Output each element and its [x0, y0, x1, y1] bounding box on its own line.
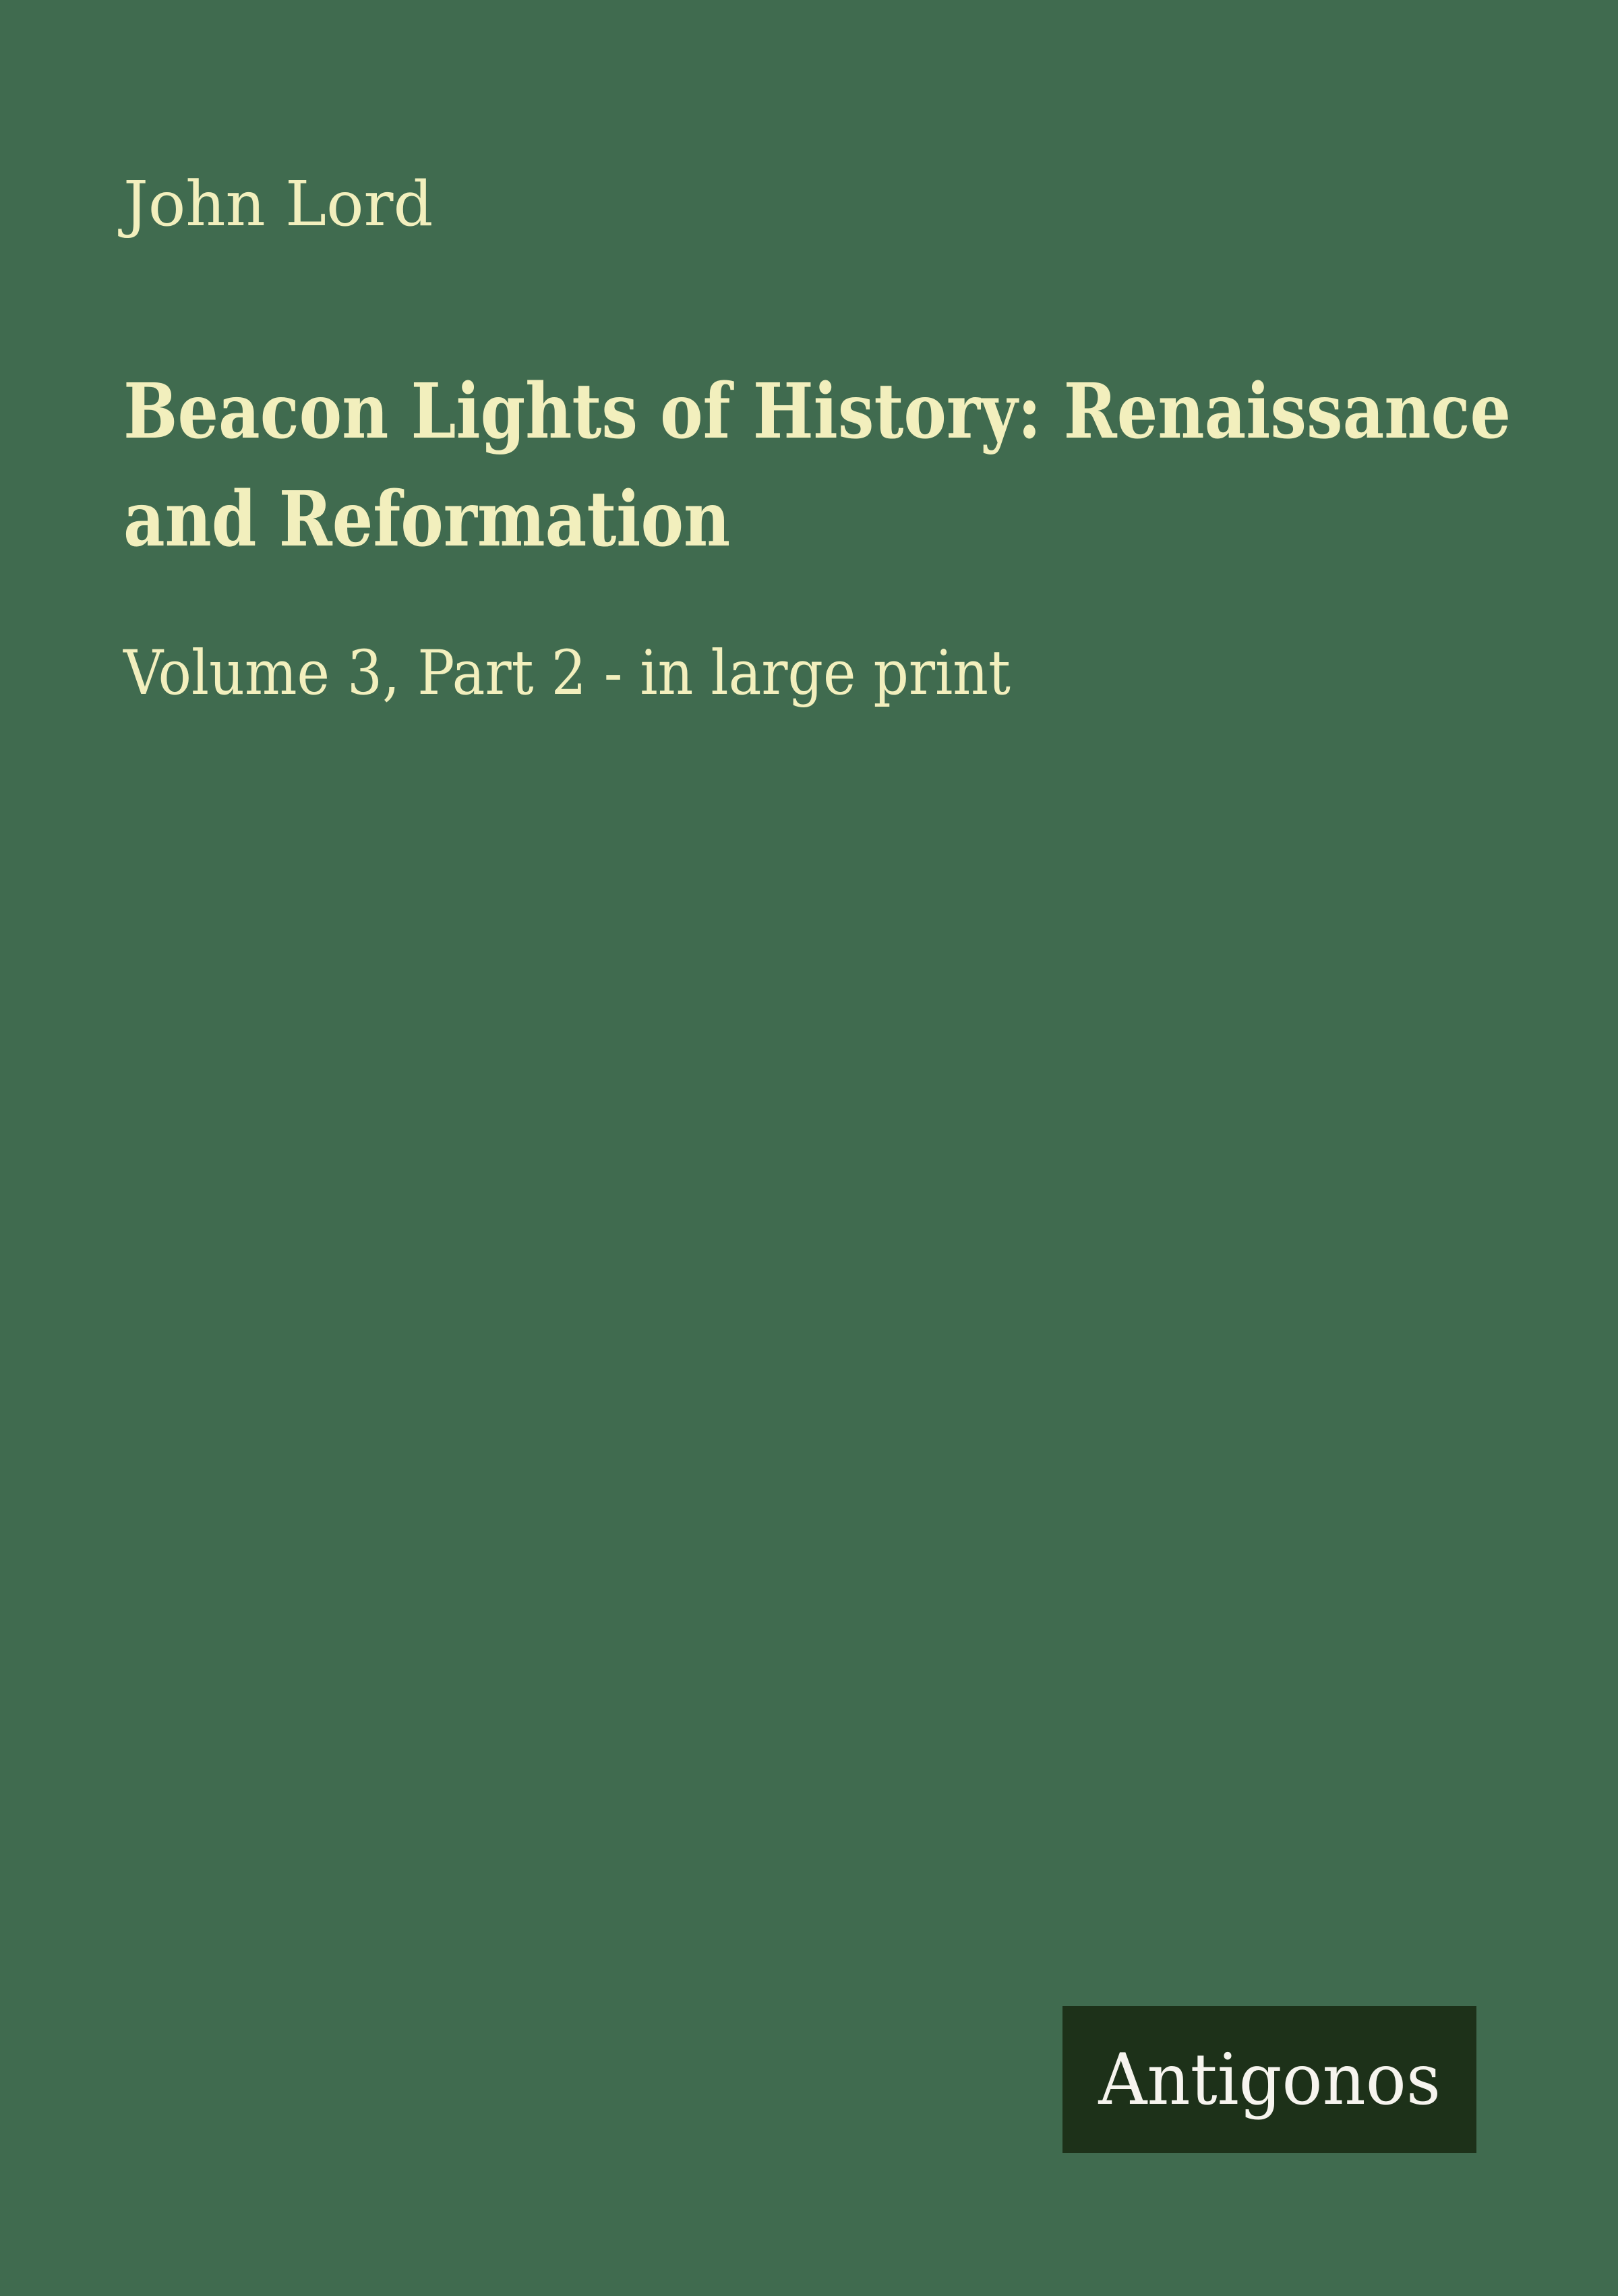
publisher-badge [1062, 2006, 1476, 2153]
book-title-line-1: Beacon Lights of History: Renaissance [123, 367, 1511, 456]
book-subtitle: Volume 3, Part 2 - in large print [123, 638, 1011, 709]
author-name: John Lord [123, 168, 433, 240]
book-title-line-2: and Reformation [123, 475, 731, 564]
book-title [123, 358, 1511, 574]
publisher-name: Antigonos [1098, 2038, 1441, 2121]
